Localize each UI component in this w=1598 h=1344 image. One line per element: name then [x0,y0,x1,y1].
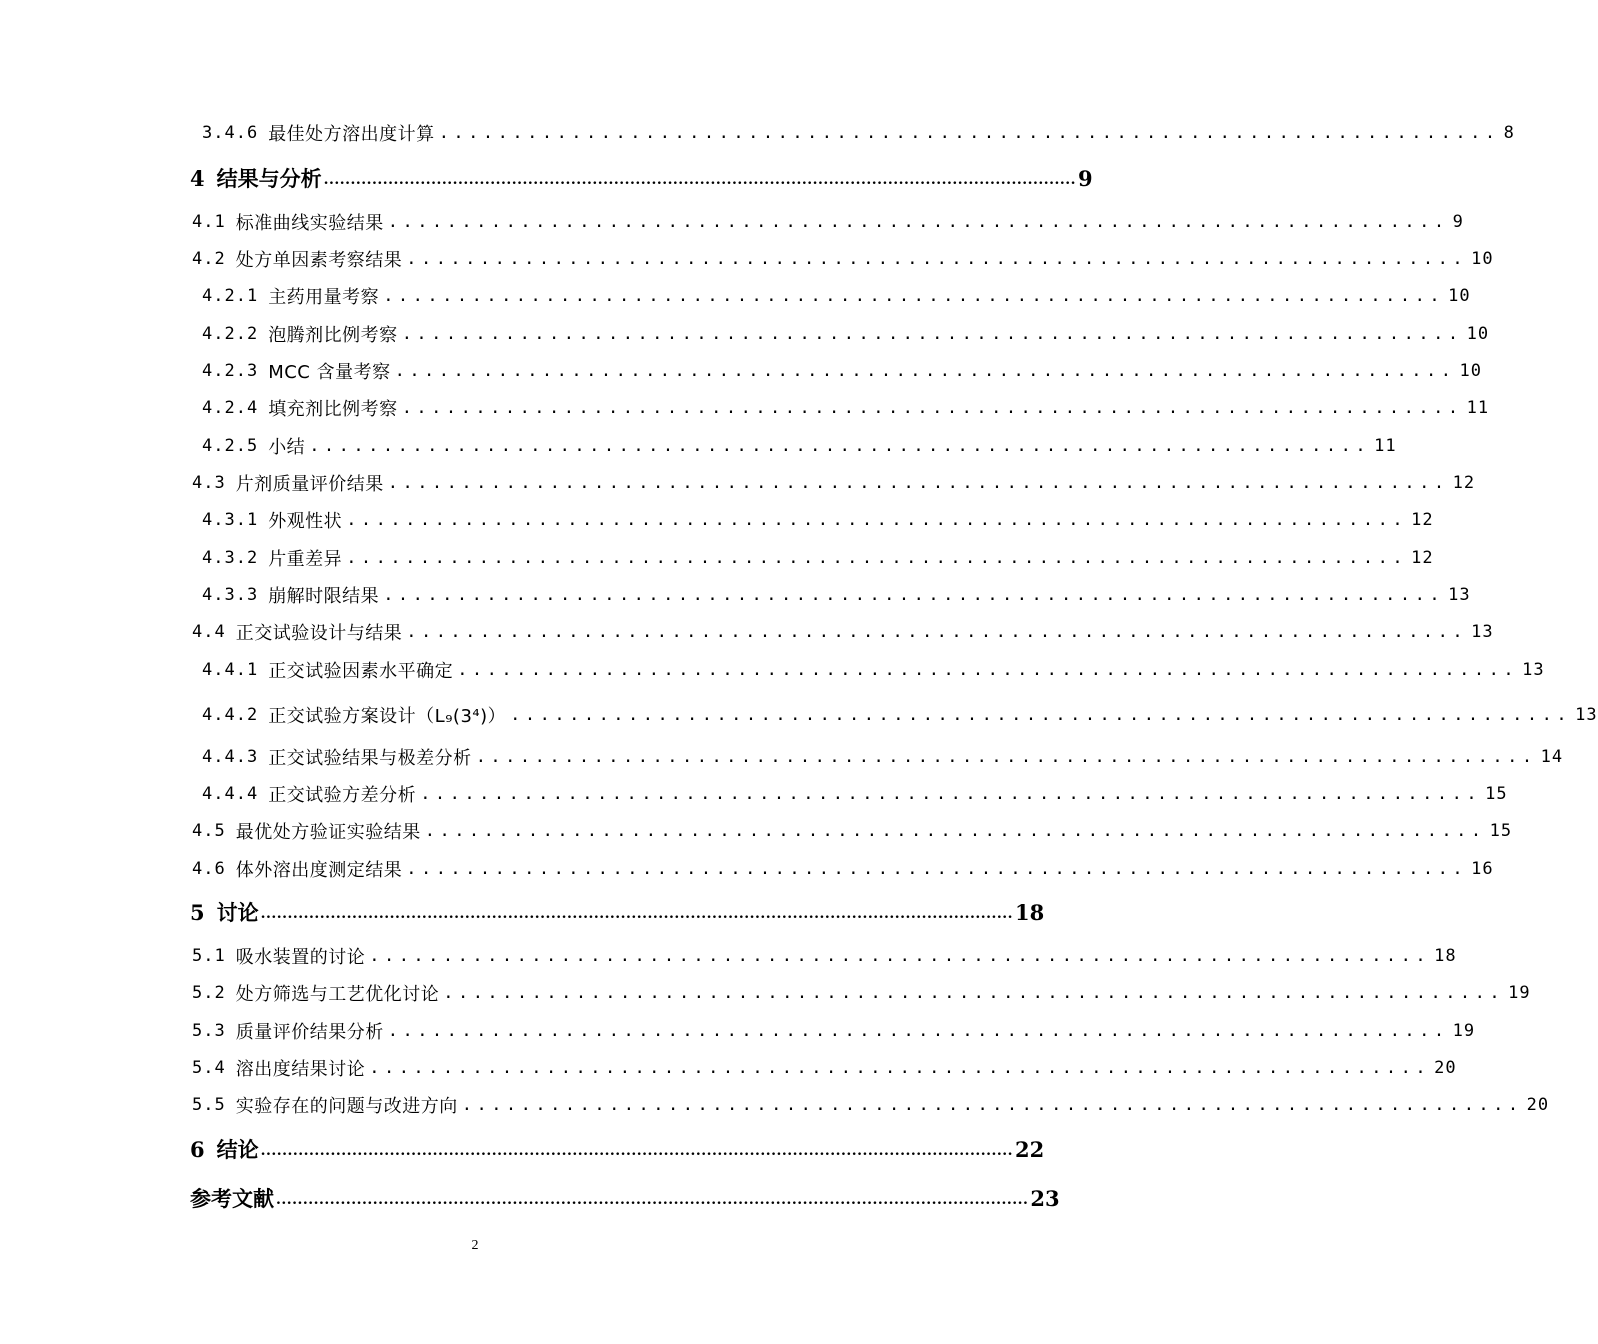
toc-leader-dots: ........................................................................ [309,436,1371,456]
toc-entry-page: 13 [1575,705,1598,725]
toc-entry-number: 5.1 [192,946,226,966]
toc-leader-dots: ............................................................................................................................................ [260,1143,1013,1159]
toc-entry-page: 13 [1522,660,1545,680]
toc-leader-dots: ............................................................................................................................................ [276,1192,1029,1208]
toc-entry[interactable] [0,816,1513,846]
toc-entry-title: 正交试验设计与结果 [235,623,403,644]
toc-entry-page: 14 [1540,747,1564,767]
toc-leader-dots: ........................................................................ [406,859,1468,879]
toc-entry[interactable] [0,118,1515,148]
toc-entry-title: 吸水装置的讨论 [235,947,366,968]
toc-entry-number: 5.4 [192,1058,226,1078]
toc-entry-title: MCC 含量考察 [268,362,391,383]
toc-entry-number: 3.4.6 [202,123,259,143]
toc-leader-dots: ........................................................................ [510,705,1572,725]
toc-entry-page: 9 [1452,212,1464,232]
toc-entry-number: 4.2.1 [202,286,259,306]
toc-leader-dots: ........................................................................ [387,1021,1449,1041]
toc-entry-page: 18 [1434,946,1457,966]
toc-entry-title: 正交试验因素水平确定 [268,661,454,682]
toc-entry-title: 崩解时限结果 [268,586,380,607]
toc-leader-dots: ........................................................................ [438,123,1500,143]
toc-leader-dots: ........................................................................ [387,473,1449,493]
toc-leader-dots: ............................................................................................................................................ [323,172,1076,188]
toc-entry-title: 结论 [216,1138,259,1162]
toc-entry[interactable] [0,505,1434,535]
toc-chapter-entry[interactable] [0,1134,1045,1164]
toc-entry[interactable] [0,655,1545,685]
toc-leader-dots: ........................................................................ [406,249,1468,269]
toc-leader-dots: ........................................................................ [457,660,1519,680]
toc-entry-number: 4.2.2 [202,324,259,344]
toc-entry-number: 5.5 [192,1095,226,1115]
toc-entry-number: 4.2.5 [202,436,259,456]
toc-leader-dots: ........................................................................ [406,622,1468,642]
toc-entry-number: 4.2 [192,249,226,269]
toc-entry-page: 12 [1452,473,1476,493]
toc-entry-title: 溶出度结果讨论 [235,1059,366,1080]
toc-entry[interactable] [0,779,1508,809]
page-number: 2 [471,1238,479,1253]
toc-entry-page: 20 [1434,1058,1457,1078]
toc-entry-number: 4.4.3 [202,747,259,767]
toc-entry[interactable] [0,207,1464,237]
toc-entry[interactable] [0,978,1531,1008]
toc-entry-page: 13 [1448,585,1471,605]
toc-entry[interactable] [0,1090,1550,1120]
toc-entry-page: 13 [1471,622,1494,642]
toc-entry-title: 填充剂比例考察 [268,399,398,420]
toc-entry-title: 最优处方验证实验结果 [235,822,421,843]
toc-leader-dots: ........................................................................ [346,548,1408,568]
toc-leader-dots: ........................................................................ [369,946,1431,966]
toc-entry[interactable] [0,319,1490,349]
toc-entry[interactable] [0,356,1482,386]
toc-entry-title: 正交试验方差分析 [268,785,417,806]
toc-entry-page: 11 [1374,436,1397,456]
toc-entry-number: 5 [190,899,205,925]
toc-leader-dots: ........................................................................ [443,983,1505,1003]
toc-entry-page: 10 [1448,286,1471,306]
toc-entry-page: 16 [1471,859,1494,879]
toc-entry-title: 外观性状 [268,511,343,532]
toc-entry[interactable] [0,281,1471,311]
toc-entry-number: 4.3.1 [202,510,259,530]
toc-entry-number: 5.3 [192,1021,226,1041]
toc-entry-title: 片剂质量评价结果 [235,474,384,495]
toc-entry-page: 19 [1452,1021,1476,1041]
toc-entry[interactable] [0,700,1598,730]
toc-leader-dots: ............................................................................................................................................ [260,906,1013,922]
toc-leader-dots: ........................................................................ [401,398,1463,418]
toc-entry-page: 12 [1411,510,1434,530]
toc-entry-number: 6 [190,1136,205,1162]
toc-entry-page: 10 [1471,249,1494,269]
toc-entry-title: 小结 [268,437,306,458]
toc-leader-dots: ........................................................................ [420,784,1482,804]
toc-leader-dots: ........................................................................ [383,286,1445,306]
toc-entry-title: 正交试验结果与极差分析 [268,748,472,769]
toc-entry[interactable] [0,1016,1476,1046]
toc-leader-dots: ........................................................................ [394,361,1456,381]
toc-entry-page: 9 [1078,165,1093,191]
toc-entry[interactable] [0,1053,1457,1083]
toc-entry-page: 22 [1015,1136,1045,1162]
toc-entry-number: 4.4 [192,622,226,642]
toc-leader-dots: ........................................................................ [387,212,1449,232]
toc-entry-number: 4.3.3 [202,585,259,605]
toc-entry[interactable] [0,617,1494,647]
toc-entry[interactable] [0,468,1476,498]
toc-chapter-entry[interactable] [0,897,1045,927]
toc-entry[interactable] [0,393,1490,423]
toc-leader-dots: ........................................................................ [369,1058,1431,1078]
toc-entry[interactable] [0,854,1494,884]
toc-entry-number: 4.3.2 [202,548,259,568]
toc-entry-title: 标准曲线实验结果 [235,213,384,234]
toc-chapter-entry[interactable] [0,163,1093,193]
toc-entry[interactable] [0,580,1471,610]
toc-entry-number: 4.3 [192,473,226,493]
toc-leader-dots: ........................................................................ [346,510,1408,530]
toc-entry[interactable] [0,244,1494,274]
toc-entry-title: 处方单因素考察结果 [235,250,403,271]
toc-entry-title: 讨论 [216,901,259,925]
toc-entry-number: 4.1 [192,212,226,232]
toc-entry[interactable] [0,431,1397,461]
toc-entry-title: 参考文献 [190,1187,274,1211]
toc-entry-page: 10 [1466,324,1490,344]
toc-entry-number: 4.5 [192,821,226,841]
toc-entry-number: 4.4.1 [202,660,259,680]
toc-entry-title: 体外溶出度测定结果 [235,860,403,881]
toc-leader-dots: ........................................................................ [461,1095,1523,1115]
toc-leader-dots: ........................................................................ [424,821,1486,841]
toc-entry-title: 结果与分析 [216,167,322,191]
toc-entry[interactable] [0,742,1564,772]
toc-entry-page: 10 [1459,361,1482,381]
toc-entry-page: 20 [1526,1095,1550,1115]
toc-leader-dots: ........................................................................ [475,747,1537,767]
toc-references-entry[interactable] [0,1183,1060,1213]
toc-entry-title: 实验存在的问题与改进方向 [235,1096,458,1117]
toc-entry-title: 处方筛选与工艺优化讨论 [235,984,440,1005]
toc-entry-number: 4.2.3 [202,361,259,381]
toc-entry-page: 11 [1466,398,1490,418]
toc-entry-number: 5.2 [192,983,226,1003]
toc-entry-title: 泡腾剂比例考察 [268,325,398,346]
toc-entry[interactable] [0,941,1457,971]
toc-entry-title: 主药用量考察 [268,287,380,308]
toc-entry-title: 正交试验方案设计（L₉(3⁴)） [268,706,507,727]
toc-entry-page: 12 [1411,548,1434,568]
toc-entry[interactable] [0,543,1434,573]
toc-entry-number: 4.4.2 [202,705,259,725]
toc-entry-number: 4.4.4 [202,784,259,804]
toc-entry-page: 23 [1030,1185,1060,1211]
toc-entry-page: 15 [1485,784,1508,804]
toc-entry-page: 18 [1015,899,1045,925]
toc-entry-title: 最佳处方溶出度计算 [268,124,435,145]
toc-entry-page: 8 [1503,123,1515,143]
toc-entry-number: 4.2.4 [202,398,259,418]
toc-leader-dots: ........................................................................ [383,585,1445,605]
toc-entry-number: 4 [190,165,205,191]
toc-entry-number: 4.6 [192,859,226,879]
toc-leader-dots: ........................................................................ [401,324,1463,344]
toc-entry-page: 15 [1489,821,1513,841]
toc-entry-title: 质量评价结果分析 [235,1022,384,1043]
toc-entry-title: 片重差异 [268,549,343,570]
toc-entry-page: 19 [1508,983,1531,1003]
